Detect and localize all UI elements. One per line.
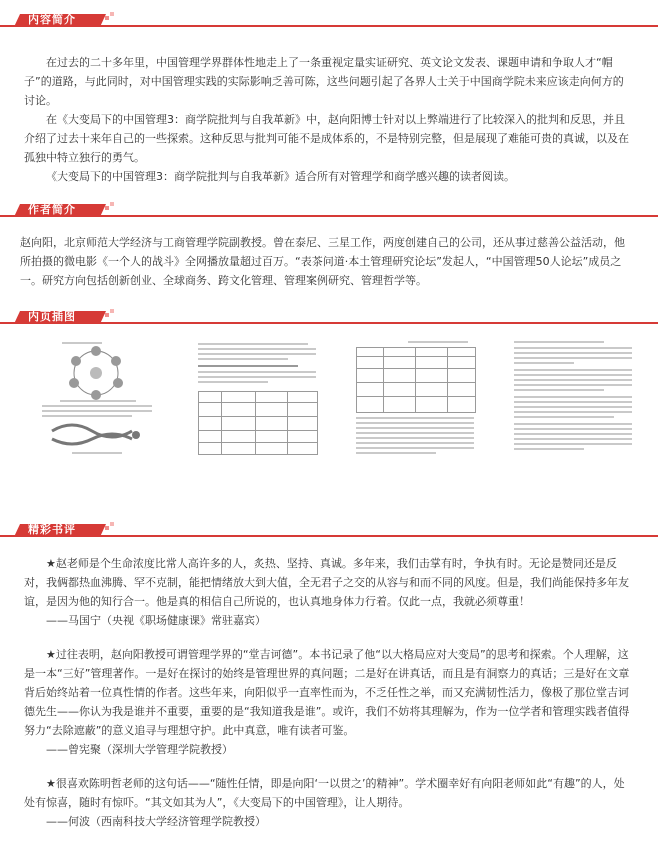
review-2-text: ★过往表明，赵向阳教授可谓管理学界的“堂吉诃德”。本书记录了他“以大格局应对大变局”的思考和探索。个人理解，这是一本“三好”管理著作。一是好在探讨的始终是管理世界的真问题；二是好在讲真话，而且是有洞察力的真话；三是好在文章背后始终站着一位真性情的作者。这些年来，向阳似乎一直率性而为，不乏任性之举，而又充满韧性活力，像极了那位堂吉诃德先生——你认为我是谁并不重要，重要的是“我知道我是谁”。或许，我们不妨将其理解为，作为一位学者和管理实践者值得努力“去除遮蔽”的意义追寻与理想守护。此中真意，唯有读者可鉴。: [24, 648, 630, 737]
header-dot: [105, 16, 109, 20]
illustrations-section: [0, 305, 658, 327]
text-line: [198, 381, 268, 383]
illustrations-header: [0, 305, 658, 327]
text-line: [198, 348, 316, 350]
header-dot: [110, 12, 114, 16]
header-dot: [110, 522, 114, 526]
text-line: [514, 416, 614, 418]
text-line: [514, 438, 632, 440]
text-line: [514, 448, 584, 450]
header-dot: [105, 526, 109, 530]
review-2-author: ——曾宪聚（深圳大学管理学院教授）: [46, 743, 233, 756]
intro-paragraph-3: 《大变局下的中国管理3：商学院批判与自我革新》适合所有对管理学和商学感兴趣的读者阅读。: [46, 170, 515, 183]
page-thumbnail-2: [190, 339, 324, 459]
header-dot: [110, 309, 114, 313]
text-line: [198, 371, 316, 373]
text-line: [356, 427, 474, 429]
text-line: [514, 384, 632, 386]
page-thumbnail-3: [348, 339, 482, 459]
intro-paragraph-1: 在过去的二十多年里，中国管理学界群体性地走上了一条重视定量实证研究、英文论文发表、课题申请和争取人才“帽子”的道路，与此同时，对中国管理实践的实际影响乏善可陈，这些问题引起了各界人士关于中国商学院未来应该走向何方的讨论。: [24, 56, 624, 107]
review-1-author: ——马国宁（央视《职场健康课》常驻嘉宾）: [46, 614, 266, 627]
reviews-title: 精彩书评: [28, 523, 76, 536]
text-line: [514, 423, 632, 425]
illustrations-title: 内页插图: [28, 310, 76, 323]
text-line: [514, 406, 632, 408]
text-line: [198, 376, 316, 378]
text-line: [356, 432, 474, 434]
text-line: [514, 341, 604, 343]
text-line: [514, 347, 632, 349]
text-line: [356, 447, 474, 449]
reviews-section: [0, 518, 658, 831]
header-dot: [110, 202, 114, 206]
text-line: [514, 396, 632, 398]
text-line: [198, 343, 308, 345]
intro-paragraph-2: 在《大变局下的中国管理3：商学院批判与自我革新》中，赵向阳博士针对以上弊端进行了比较深入的批判和反思，并且介绍了过去十来年自己的一些探索。这种反思与批判可能不是成体系的，不是特别完整，但是展现了难能可贵的真诚，以及在孤独中特立独行的勇气。: [24, 113, 629, 164]
text-line: [356, 452, 436, 454]
author-section: [0, 198, 658, 290]
author-title: 作者简介: [28, 203, 76, 216]
text-line: [514, 401, 632, 403]
page-thumbnail-4: [506, 339, 640, 459]
text-line: [356, 437, 474, 439]
text-line: [514, 369, 632, 371]
text-line: [198, 358, 288, 360]
author-header: [0, 198, 658, 220]
text-line: [514, 389, 604, 391]
text-line: [356, 417, 474, 419]
review-1-text: ★赵老师是个生命浓度比常人高许多的人，炙热、坚持、真诚。多年来，我们击掌有时，争执有时。无论是赞同还是反对，我俩都热血沸腾、罕不克制，能把情绪放大到大值，全无君子之交的从容与和而不同的风度。但是，我们尚能保持多年友谊，是因为他的知行合一。他是真的相信自己所说的，也认真地身体力行着。仅此一点，我就必须尊重！: [24, 557, 629, 608]
text-line: [198, 353, 316, 355]
reviews-header: [0, 518, 658, 540]
text-line: [514, 357, 632, 359]
diagram-illustration: [32, 339, 166, 459]
table-illustration: [356, 347, 476, 413]
text-line: [514, 411, 632, 413]
text-line: [514, 428, 632, 430]
text-line: [514, 443, 632, 445]
header-dot: [105, 206, 109, 210]
page-thumbnails: [20, 339, 640, 459]
text-line: [514, 433, 632, 435]
text-line: [514, 352, 632, 354]
intro-header: [0, 8, 658, 30]
intro-section: [0, 8, 658, 186]
page-thumbnail-1: [32, 339, 166, 459]
text-line: [198, 365, 298, 367]
review-3-text: ★很喜欢陈明哲老师的这句话——“随性任情，即是向阳‘一以贯之’的精神”。学术圈幸好有向阳老师如此“有趣”的人，处处有惊喜，随时有惊吓。“其文如其为人”，《大变局下的中国管理》，让人期待。: [24, 777, 625, 809]
author-paragraph: 赵向阳，北京师范大学经济与工商管理学院副教授。曾在泰尼、三星工作，两度创建自己的公司，还从事过慈善公益活动，他所拍摄的微电影《一个人的战斗》全网播放量超过百万。“表茶问道·本土管理研究论坛”发起人，“中国管理50人论坛”成员之一。研究方向包括创新创业、全球商务、跨文化管理、管理案例研究、管理哲学等。: [20, 236, 625, 287]
text-line: [514, 362, 574, 364]
text-line: [356, 422, 474, 424]
text-line: [514, 374, 632, 376]
text-line: [408, 341, 468, 343]
review-3-author: ——何波（西南科技大学经济管理学院教授）: [46, 815, 266, 828]
intro-title: 内容简介: [28, 13, 76, 26]
table-illustration: [198, 391, 318, 455]
text-line: [356, 442, 474, 444]
text-line: [514, 379, 632, 381]
header-dot: [105, 313, 109, 317]
